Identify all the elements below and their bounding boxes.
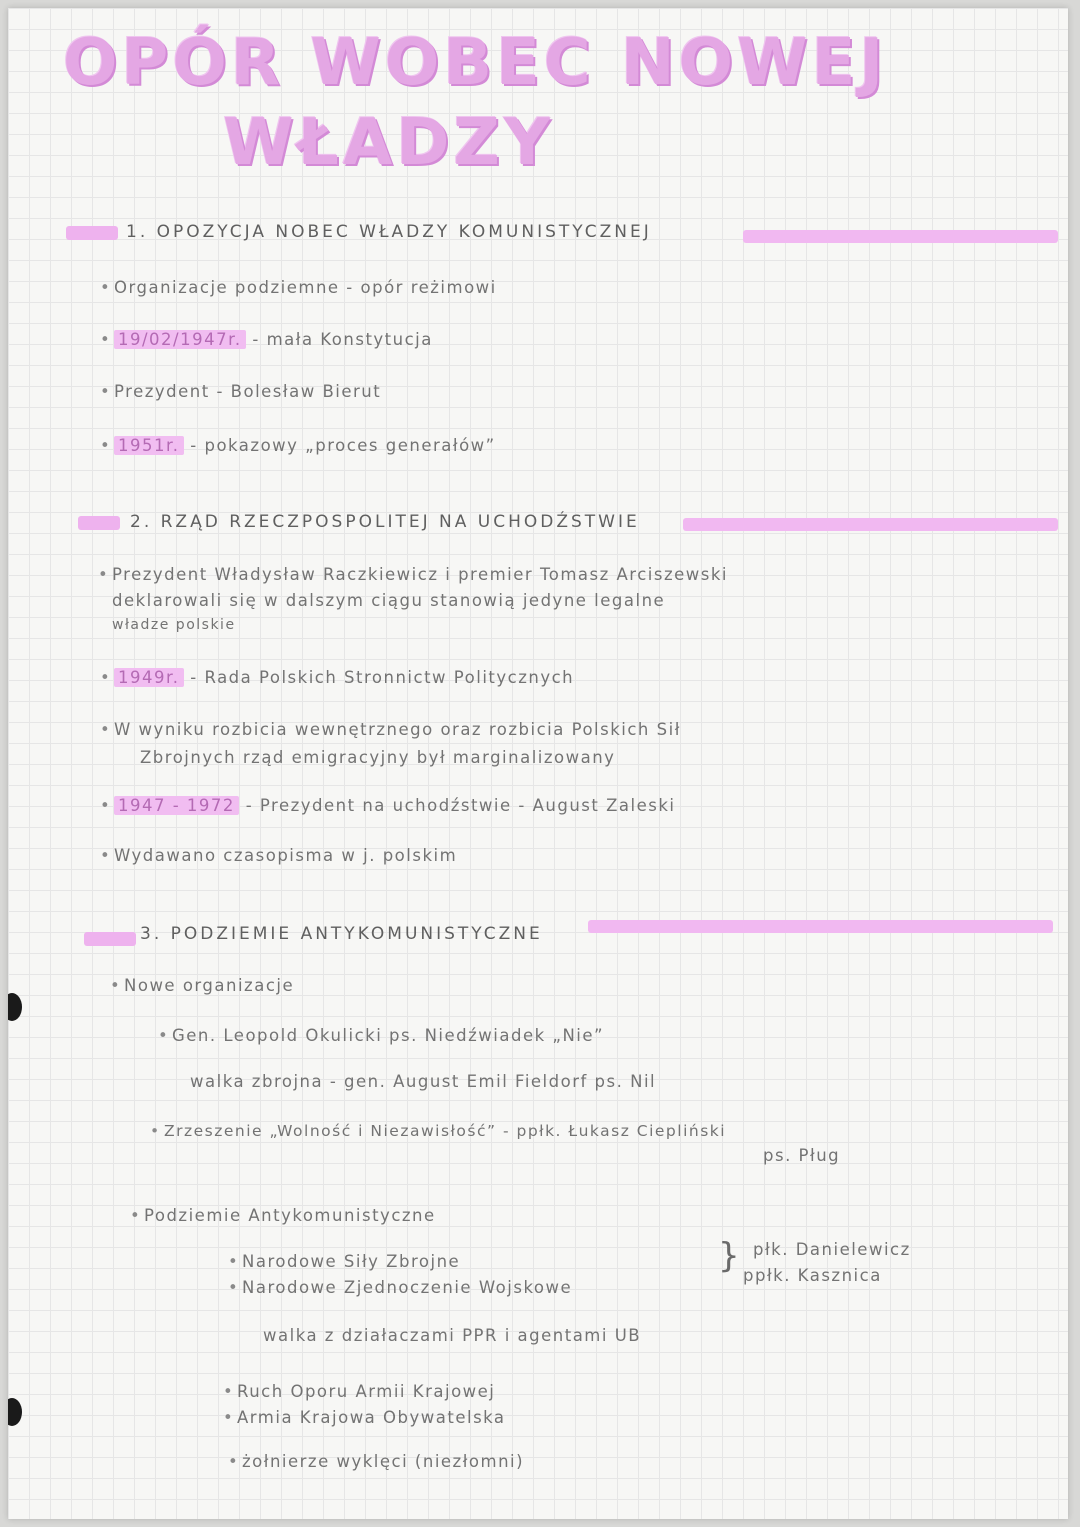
list-item: • Nowe organizacje [110, 976, 295, 995]
list-item: • Zrzeszenie „Wolność i Niezawisłość” - ppłk. Łukasz Ciepliński [150, 1122, 727, 1140]
highlight-bar [588, 920, 1053, 933]
list-item: • Prezydent - Bolesław Bierut [100, 382, 382, 401]
section-2-header [8, 508, 1068, 548]
highlight-bar [78, 516, 120, 530]
date-highlight: 1947 - 1972 [114, 796, 239, 815]
list-item: • W wyniku rozbicia wewnętrznego oraz rozbicia Polskich Sił [100, 720, 681, 739]
list-item: • Wydawano czasopisma w j. polskim [100, 846, 458, 865]
section-3-heading: 3. PODZIEMIE ANTYKOMUNISTYCZNE [140, 924, 543, 944]
section-1-header [8, 218, 1068, 258]
page-title-line2: WŁADZY [223, 106, 555, 180]
list-item: • Armia Krajowa Obywatelska [223, 1408, 506, 1427]
list-item: • Narodowe Zjednoczenie Wojskowe [228, 1278, 573, 1297]
binder-hole [8, 993, 22, 1021]
highlight-bar [743, 230, 1058, 243]
highlight-bar [683, 518, 1058, 531]
list-item: walka z działaczami PPR i agentami UB [263, 1326, 642, 1345]
list-item: • Organizacje podziemne - opór reżimowi [100, 278, 497, 297]
date-highlight: 1949r. [114, 668, 184, 687]
list-item: ps. Pług [763, 1146, 841, 1165]
highlight-bar [84, 932, 136, 946]
notebook-page [8, 8, 1068, 1519]
highlight-bar [66, 226, 118, 240]
section-2-heading: 2. RZĄD RZECZPOSPOLITEJ NA UCHODŹSTWIE [130, 512, 640, 532]
binder-hole [8, 1398, 22, 1426]
list-item: władze polskie [112, 617, 236, 633]
list-item: • 1949r. - Rada Polskich Stronnictw Politycznych [100, 668, 575, 687]
list-item: • Narodowe Siły Zbrojne [228, 1252, 461, 1271]
date-highlight: 1951r. [114, 436, 184, 455]
list-item: deklarowali się w dalszym ciągu stanowią jedyne legalne [112, 591, 666, 610]
list-item: • 1951r. - pokazowy „proces generałów” [100, 436, 496, 455]
list-item: • 19/02/1947r. - mała Konstytucja [100, 330, 433, 349]
list-item: • Gen. Leopold Okulicki ps. Niedźwiadek „Nie” [158, 1026, 605, 1045]
list-item: • Ruch Oporu Armii Krajowej [223, 1382, 496, 1401]
list-item: • 1947 - 1972 - Prezydent na uchodźstwie - August Zaleski [100, 796, 676, 815]
section-3-header [8, 916, 1068, 956]
date-highlight: 19/02/1947r. [114, 330, 246, 349]
list-item: Zbrojnych rząd emigracyjny był marginalizowany [140, 748, 616, 767]
list-item: ppłk. Kasznica [743, 1266, 882, 1285]
list-item: płk. Danielewicz [753, 1240, 911, 1259]
list-item: • Podziemie Antykomunistyczne [130, 1206, 436, 1225]
page-title-line1: OPÓR WOBEC NOWEJ [63, 26, 888, 100]
brace-icon: } [718, 1236, 740, 1276]
list-item: • żołnierze wyklęci (niezłomni) [228, 1452, 525, 1471]
section-1-heading: 1. OPOZYCJA NOBEC WŁADZY KOMUNISTYCZNEJ [126, 222, 652, 242]
list-item: • Prezydent Władysław Raczkiewicz i premier Tomasz Arciszewski [98, 565, 729, 584]
list-item: walka zbrojna - gen. August Emil Fieldorf ps. Nil [190, 1072, 657, 1091]
